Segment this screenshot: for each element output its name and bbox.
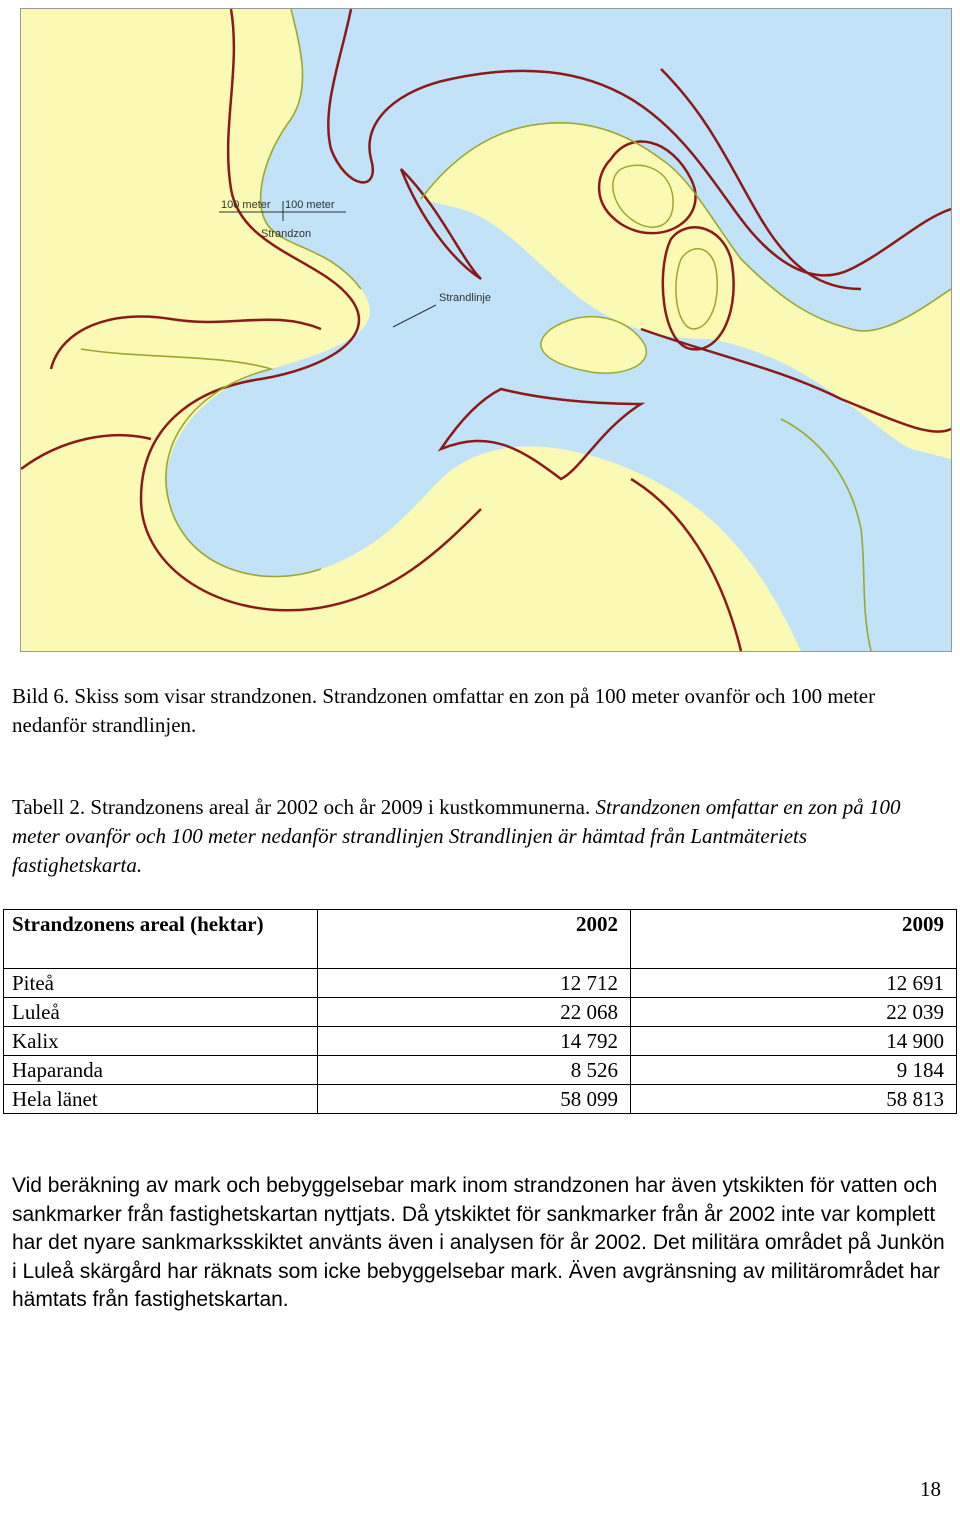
label-strandlinje: Strandlinje [439, 292, 491, 304]
row-value-2009: 22 039 [631, 998, 957, 1027]
strandzon-area-table [3, 909, 957, 1114]
page-number: 18 [920, 1477, 941, 1501]
row-value-2009: 58 813 [631, 1085, 957, 1114]
row-value-2002: 58 099 [318, 1085, 631, 1114]
table-row [4, 969, 957, 998]
header-label: Strandzonens areal (hektar) [4, 910, 318, 969]
label-100-above: 100 meter [221, 199, 271, 211]
row-value-2002: 12 712 [318, 969, 631, 998]
header-2002: 2002 [318, 910, 631, 969]
table-row [4, 998, 957, 1027]
table-caption-rest: Strandzonen omfattar en zon på 100 meter ovanför och 100 meter nedanför strandlinjen Strandlinjen är hämtad från Lantmäteriets fastighetskarta. [12, 795, 901, 877]
label-100-below: 100 meter [285, 199, 335, 211]
row-value-2002: 8 526 [318, 1056, 631, 1085]
table-caption-lead: Tabell 2. Strandzonens areal år 2002 och år 2009 i kustkommunerna. [12, 795, 591, 819]
row-name: Piteå [4, 969, 318, 998]
body-paragraph: Vid beräkning av mark och bebyggelsebar mark inom strandzonen har även ytskikten för vatten och sankmarker från fastighetskartan nyttjats. Då ytskiktet för sankmarker från år 2002 inte var komplett har det nyare sankmarksskiktet använts även i analysen för år 2002. Det militära området på Junkön i Luleå skärgård har räknats som icke bebyggelsebar mark. Även avgränsning av militärområdet har hämtats från fastighetskartan. [12, 1174, 945, 1312]
table-row [4, 1085, 957, 1114]
figure-caption: Bild 6. Skiss som visar strandzonen. Strandzonen omfattar en zon på 100 meter ovanför och 100 meter nedanför strandlinjen. [12, 684, 876, 737]
row-name: Haparanda [4, 1056, 318, 1085]
table-header-row [4, 910, 957, 969]
strandzon-map [20, 8, 952, 652]
table-caption [12, 793, 942, 880]
row-value-2009: 9 184 [631, 1056, 957, 1085]
row-value-2009: 14 900 [631, 1027, 957, 1056]
table-row [4, 1056, 957, 1085]
header-2009: 2009 [631, 910, 957, 969]
table-row [4, 1027, 957, 1056]
row-name: Hela länet [4, 1085, 318, 1114]
row-value-2009: 12 691 [631, 969, 957, 998]
row-name: Luleå [4, 998, 318, 1027]
row-name: Kalix [4, 1027, 318, 1056]
row-value-2002: 22 068 [318, 998, 631, 1027]
row-value-2002: 14 792 [318, 1027, 631, 1056]
label-strandzon: Strandzon [261, 228, 312, 240]
